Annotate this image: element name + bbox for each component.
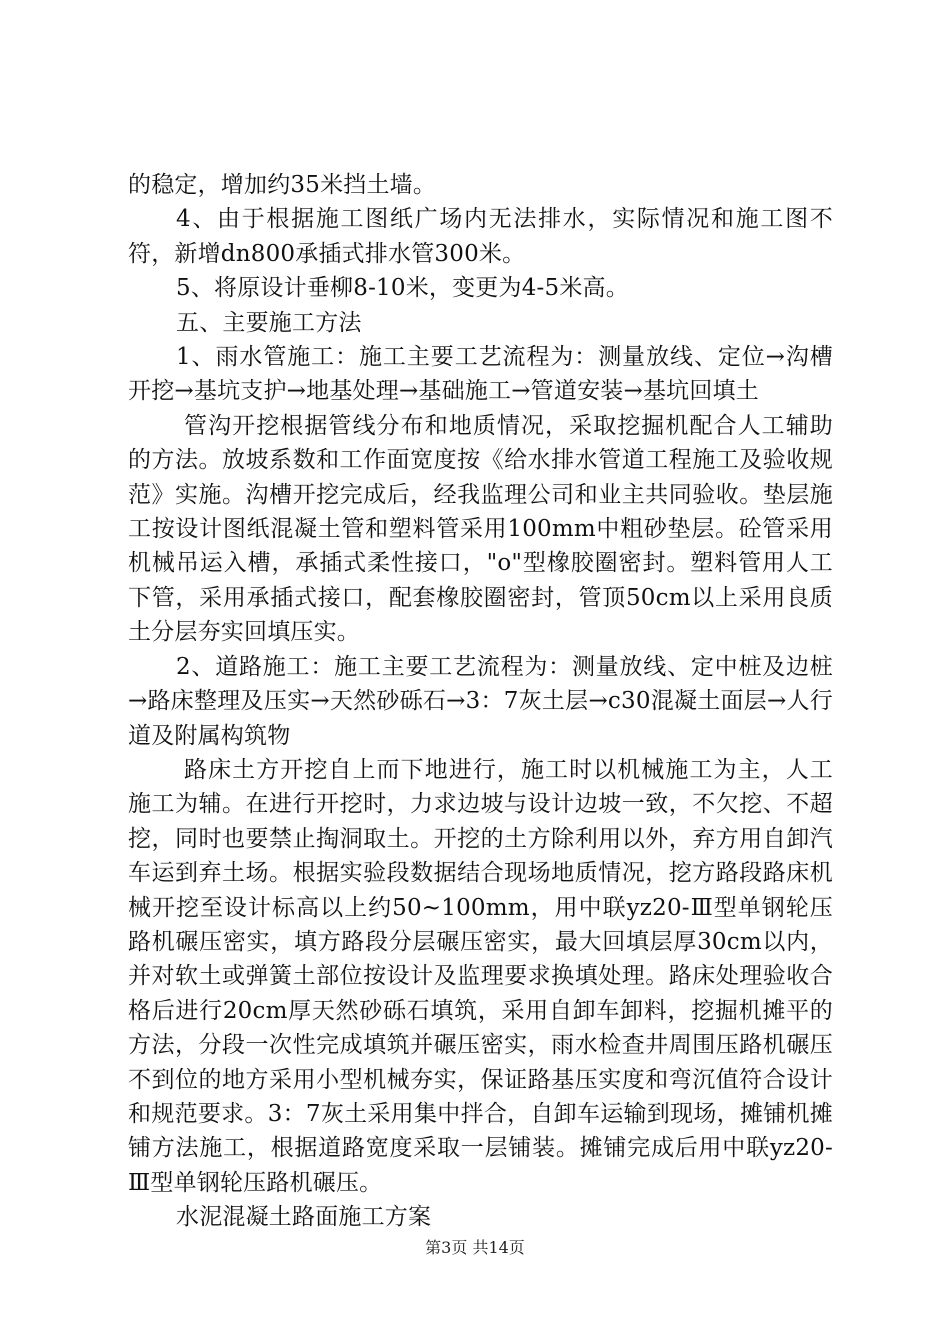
paragraph-concrete-pavement-plan: 水泥混凝土路面施工方案 bbox=[176, 1204, 432, 1231]
document-body bbox=[128, 168, 833, 1235]
section-heading-construction-methods: 五、主要施工方法 bbox=[176, 309, 362, 336]
paragraph-trench-excavation: 管沟开挖根据管线分布和地质情况，采取挖掘机配合人工辅助的方法。放坡系数和工作面宽度按《给水排水管道工程施工及验收规范》实施。沟槽开挖完成后，经我监理公司和业主共同验收。垫层施工按设计图纸混凝土管和塑料管采用100mm中粗砂垫层。砼管采用机械吊运入槽，承插式柔性接口，"o"型橡胶圈密封。塑料管用人工下管，采用承插式接口，配套橡胶圈密封，管顶50cm以上采用良质土分层夯实回填压实。 bbox=[128, 412, 833, 646]
page-number: 第3页 共14页 bbox=[425, 1238, 525, 1257]
paragraph-continuation: 的稳定，增加约35米挡土墙。 bbox=[128, 172, 437, 198]
paragraph-rainwater-pipe-process: 1、雨水管施工：施工主要工艺流程为：测量放线、定位→沟槽开挖→基坑支护→地基处理→基础施工→管道安装→基坑回填土 bbox=[128, 344, 833, 405]
paragraph-roadbed-excavation: 路床土方开挖自上而下地进行，施工时以机械施工为主，人工施工为辅。在进行开挖时，力求边坡与设计边坡一致，不欠挖、不超挖，同时也要禁止掏洞取土。开挖的土方除利用以外，弃方用自卸汽车运到弃土场。根据实验段数据结合现场地质情况，挖方路段路床机械开挖至设计标高以上约50~100mm，用中联yz20-Ⅲ型单钢轮压路机碾压密实，填方路段分层碾压密实，最大回填层厚30cm以内，并对软土或弹簧土部位按设计及监理要求换填处理。路床处理验收合格后进行20cm厚天然砂砾石填筑，采用自卸车卸料，挖掘机摊平的方法，分段一次性完成填筑并碾压密实，雨水检查井周围压路机碾压不到位的地方采用小型机械夯实，保证路基压实度和弯沉值符合设计和规范要求。3：7灰土采用集中拌合，自卸车运输到现场，摊铺机摊铺方法施工，根据道路宽度采取一层铺装。摊铺完成后用中联yz20-Ⅲ型单钢轮压路机碾压。 bbox=[128, 756, 833, 1196]
paragraph-item-4: 4、由于根据施工图纸广场内无法排水，实际情况和施工图不符，新增dn800承插式排水管300米。 bbox=[128, 206, 833, 267]
paragraph-item-5: 5、将原设计垂柳8-10米，变更为4-5米高。 bbox=[176, 275, 629, 302]
paragraph-road-process: 2、道路施工：施工主要工艺流程为：测量放线、定中桩及边桩→路床整理及压实→天然砂砾石→3：7灰土层→c30混凝土面层→人行道及附属构筑物 bbox=[128, 653, 833, 749]
